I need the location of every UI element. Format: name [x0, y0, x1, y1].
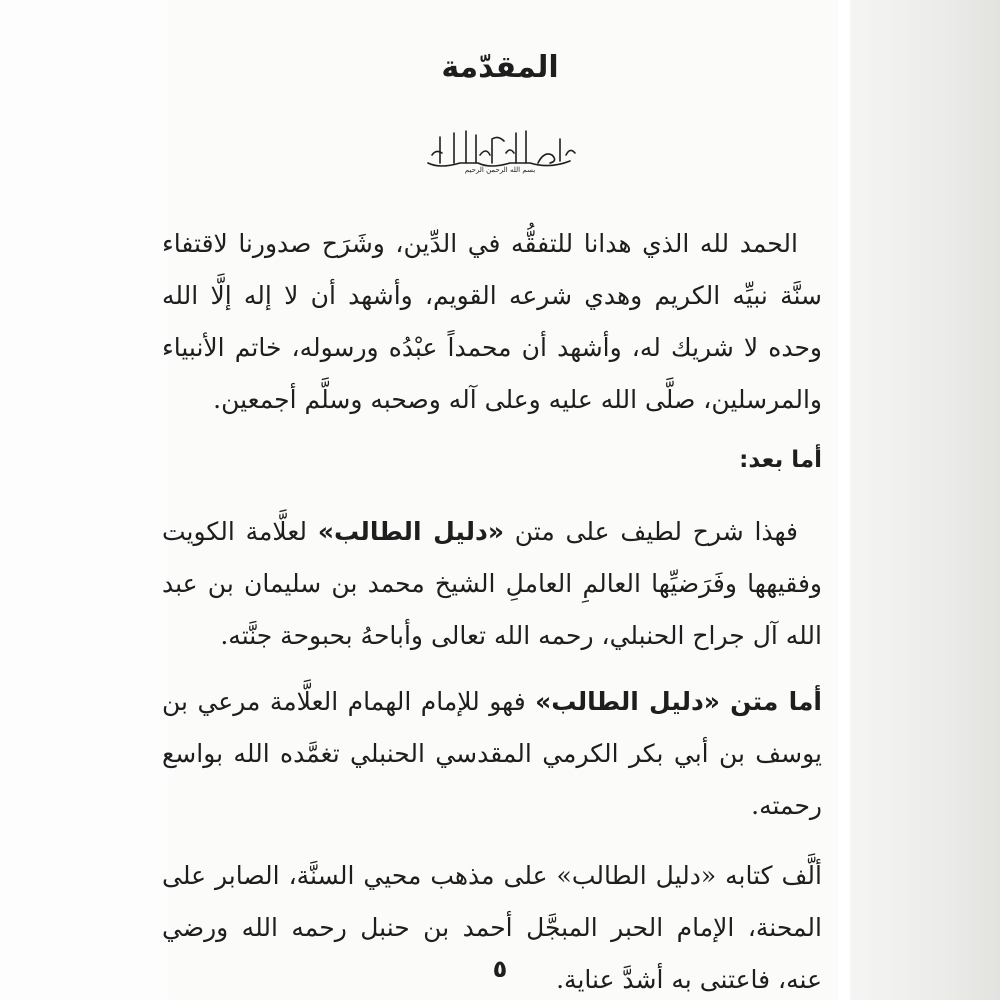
paragraph-intro-sharh [162, 506, 822, 662]
paragraph-matn-author [162, 676, 822, 832]
paragraph-madhhab: ألَّف كتابه «دليل الطالب» على مذهب محيي السنَّة، الصابر على المحنة، الإمام الحبر المبجَّل أحمد بن حنبل رحمه الله ورضي عنه، فاعتنى به أشدَّ عناية. [162, 861, 822, 994]
p3-bold-lead: أما متن «دليل الطالب» [535, 687, 822, 716]
basmala-calligraphy-icon [420, 125, 580, 175]
page-title: المقدّمة [441, 50, 559, 85]
paragraph-praise: الحمد لله الذي هدانا للتفقُّه في الدِّين، وشَرَح صدورنا لاقتفاء سنَّة نبيِّه الكريم وهدي شرعه القويم، وأشهد أن لا إله إلَّا الله وحده لا شريك له، وأشهد أن محمداً عبْدُه ورسوله، خاتم الأنبياء والمرسلين، صلَّى الله عليه وعلى آله وصحبه وسلَّم أجمعين. [162, 229, 822, 414]
p2-text-after: لعلَّامة الكويت وفقيهها وفَرَضيِّها العالمِ العاملِ الشيخ محمد بن سليمان بن عبد الله آل جراح الحنبلي، رحمه الله تعالى وأباحهُ بحبوحة جنَّته. [162, 517, 822, 650]
p2-text-before: فهذا شرح لطيف على متن [503, 517, 798, 546]
basmala-text: بسم الله الرحمن الرحيم [464, 166, 536, 174]
main-text [162, 218, 822, 1000]
subheading-amma-baad: أما بعد: [739, 447, 822, 473]
p3-text-after: فهو للإمام الهمام العلَّامة مرعي بن يوسف بن أبي بكر الكرمي المقدسي الحنبلي تغمَّده الله بواسع رحمته. [162, 687, 822, 820]
p2-book-title: «دليل الطالب» [317, 517, 504, 546]
basmala-calligraphy [0, 125, 1000, 179]
page-number: ٥ [492, 955, 508, 983]
